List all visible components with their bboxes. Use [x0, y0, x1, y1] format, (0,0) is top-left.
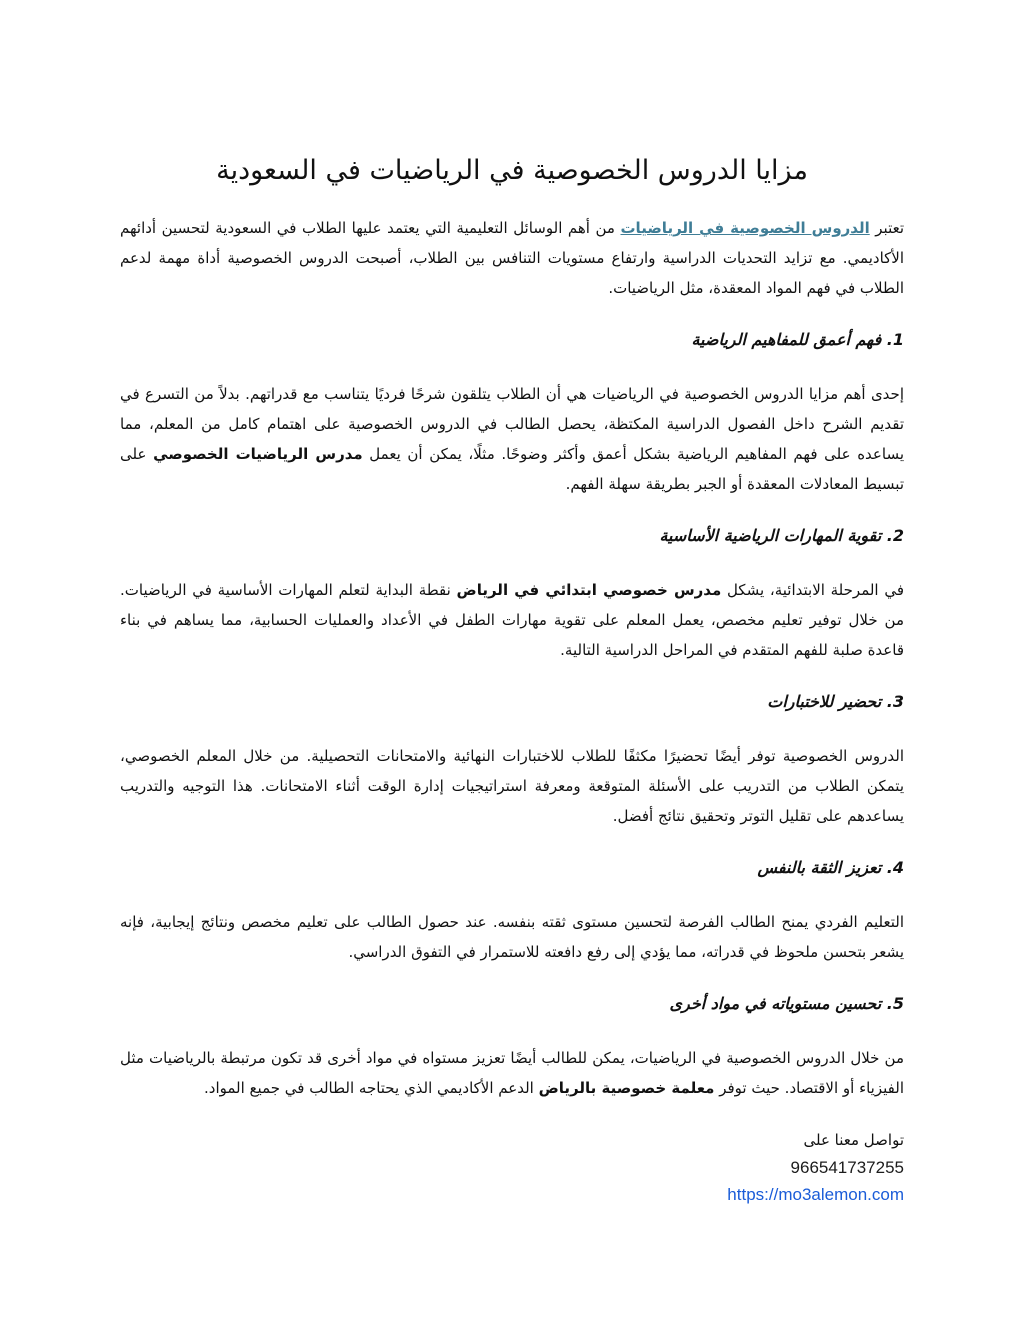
text-run: التعليم الفردي يمنح الطالب الفرصة لتحسين مستوى ثقته بنفسه. عند حصول الطالب على تعليم مخصص ونتائج إيجابية، فإنه يشعر بتحسن ملحوظ في قدراته، مما يؤدي إلى رفع دافعته للاستمرار في التفوق الدراسي. — [120, 913, 904, 961]
text-run: من أهم الوسائل التعليمية التي يعتمد عليها الطلاب في السعودية لتحسين أدائهم الأكاديمي. مع تزايد التحديات الدراسية وارتفاع مستويات التنافس بين الطلاب، أصبحت الدروس الخصوصية أداة مهمة لدعم الطلاب في فهم المواد المعقدة، مثل الرياضيات. — [120, 219, 904, 297]
website-link[interactable]: https://mo3alemon.com — [727, 1185, 904, 1204]
section-heading-3: 3. تحضير للاختبارات — [767, 692, 904, 711]
text-run: على تبسيط المعادلات المعقدة أو الجبر بطريقة سهلة الفهم. — [120, 445, 904, 493]
text-run: إحدى أهم مزايا الدروس الخصوصية في الرياضيات هي أن الطلاب يتلقون شرحًا فرديًا يتناسب مع قدراتهم. بدلاً من التسرع في تقديم الشرح داخل الفصول الدراسية المكتظة، يحصل الطالب في الدروس الخصوصية على اهتمام كامل من المعلم، مما يساعده على فهم المفاهيم الرياضية بشكل أعمق وأكثر وضوحًا. مثلًا، يمكن أن يعمل — [120, 385, 904, 463]
section-paragraph-5 — [120, 1043, 904, 1103]
section-paragraph-3 — [120, 741, 904, 831]
bold-keyword: مدرس خصوصي ابتدائي في الرياض — [456, 581, 722, 599]
section-paragraph-4 — [120, 907, 904, 967]
section-paragraph-1 — [120, 379, 904, 499]
text-run: تعتبر — [869, 219, 905, 237]
bold-keyword: معلمة خصوصية بالرياض — [538, 1079, 715, 1097]
text-run: الدروس الخصوصية توفر أيضًا تحضيرًا مكثفًا للطلاب للاختبارات النهائية والامتحانات التحصيلية. من خلال المعلم الخصوصي، يتمكن الطلاب من التدريب على الأسئلة المتوقعة ومعرفة استراتيجيات إدارة الوقت أثناء الامتحانات. هذا التوجيه والتدريب يساعدهم على تقليل التوتر وتحقيق نتائج أفضل. — [120, 747, 904, 825]
sections-container — [120, 327, 904, 1103]
section-heading-1: 1. فهم أعمق للمفاهيم الرياضية — [691, 330, 904, 349]
footer — [120, 1127, 904, 1208]
section-heading-5: 5. تحسين مستوياته في مواد أخرى — [669, 994, 904, 1013]
phone-number: 966541737255 — [790, 1158, 904, 1177]
bold-keyword: مدرس الرياضيات الخصوصي — [153, 445, 363, 463]
text-run: الدعم الأكاديمي الذي يحتاجه الطالب في جميع المواد. — [204, 1079, 539, 1097]
intro-paragraph — [120, 213, 904, 303]
contact-label: تواصل معنا على — [803, 1131, 904, 1149]
text-run: في المرحلة الابتدائية، يشكل — [721, 581, 904, 599]
document-title: مزايا الدروس الخصوصية في الرياضيات في السعودية — [216, 155, 808, 186]
section-paragraph-2 — [120, 575, 904, 665]
section-heading-2: 2. تقوية المهارات الرياضية الأساسية — [659, 526, 904, 545]
section-heading-4: 4. تعزيز الثقة بالنفس — [757, 858, 904, 877]
inline-link[interactable]: الدروس الخصوصية في الرياضيات — [620, 219, 870, 237]
text-run: من خلال الدروس الخصوصية في الرياضيات، يمكن للطالب أيضًا تعزيز مستواه في مواد أخرى قد تكون مرتبطة بالرياضيات مثل الفيزياء أو الاقتصاد. حيث توفر — [120, 1049, 904, 1097]
text-run: نقطة البداية لتعلم المهارات الأساسية في الرياضيات. من خلال توفير تعليم مخصص، يعمل المعلم على تقوية مهارات الطفل في الأعداد والعمليات الحسابية، مما يساهم في بناء قاعدة صلبة للفهم المتقدم في المراحل الدراسية التالية. — [120, 581, 904, 659]
